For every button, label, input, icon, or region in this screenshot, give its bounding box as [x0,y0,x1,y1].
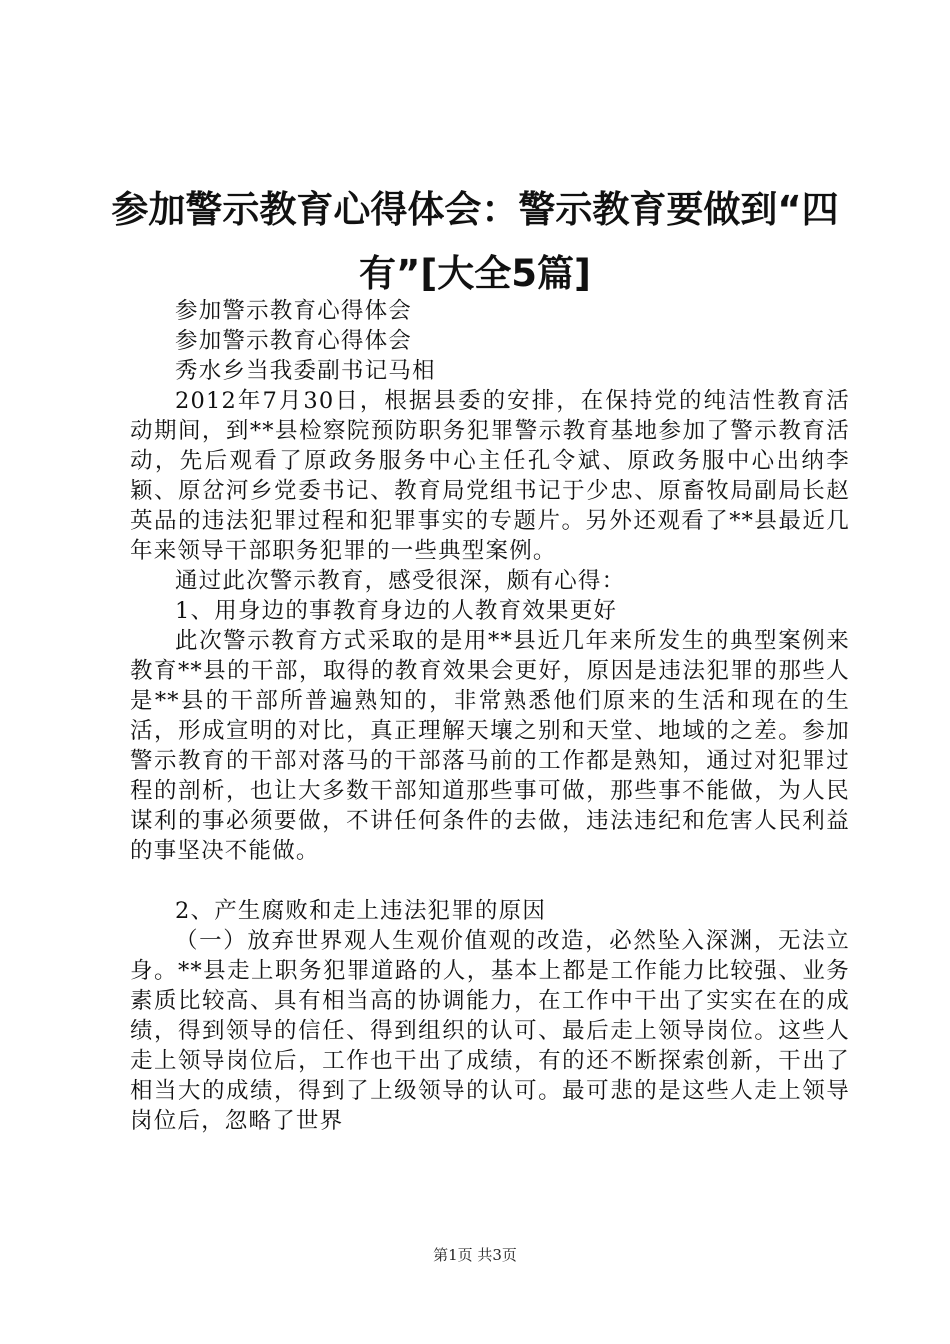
paragraph-author: 秀水乡当我委副书记马相 [175,358,436,384]
paragraph-section-2: （一）放弃世界观人生观价值观的改造，必然坠入深渊，无法立身。**县走上职务犯罪道路的人，基本上都是工作能力比较强、业务素质比较高、具有相当高的协调能力，在工作中干出了实实在在的成绩，得到领导的信任、得到组织的认可、最后走上领导岗位。这些人走上领导岗位后，工作也干出了成绩，有的还不断探索创新，干出了相当大的成绩，得到了上级领导的认可。最可悲的是这些人走上领导岗位后，忽略了世界 [130,928,850,1134]
section-heading-2: 2、产生腐败和走上违法犯罪的原因 [175,898,547,924]
paragraph-heading-1: 参加警示教育心得体会 [175,298,413,324]
document-body [130,296,850,1136]
document-title: 参加警示教育心得体会：警示教育要做到“四有”[大全5篇] [111,188,839,295]
paragraph-heading-2: 参加警示教育心得体会 [175,328,413,354]
paragraph-summary: 通过此次警示教育，感受很深，颇有心得： [175,568,626,594]
paragraph-section-1: 此次警示教育方式采取的是用**县近几年来所发生的典型案例来教育**县的干部，取得的教育效果会更好，原因是违法犯罪的那些人是**县的干部所普遍熟知的，非常熟悉他们原来的生活和现在的生活，形成宣明的对比，真正理解天壤之别和天堂、地域的之差。参加警示教育的干部对落马的干部落马前的工作都是熟知，通过对犯罪过程的剖析，也让大多数干部知道那些事可做，那些事不能做，为人民谋利的事必须要做，不讲任何条件的去做，违法违纪和危害人民利益的事坚决不能做。 [130,628,850,864]
paragraph-intro: 2012年7月30日，根据县委的安排，在保持党的纯洁性教育活动期间，到**县检察院预防职务犯罪警示教育基地参加了警示教育活动，先后观看了原政务服务中心主任孔令斌、原政务服中心出纳李颖、原岔河乡党委书记、教育局党组书记于少忠、原畜牧局副局长赵英品的违法犯罪过程和犯罪事实的专题片。另外还观看了**县最近几年来领导干部职务犯罪的一些典型案例。 [130,388,850,564]
section-heading-1: 1、用身边的事教育身边的人教育效果更好 [175,598,618,624]
page-footer: 第1页 共3页 [433,1246,517,1264]
